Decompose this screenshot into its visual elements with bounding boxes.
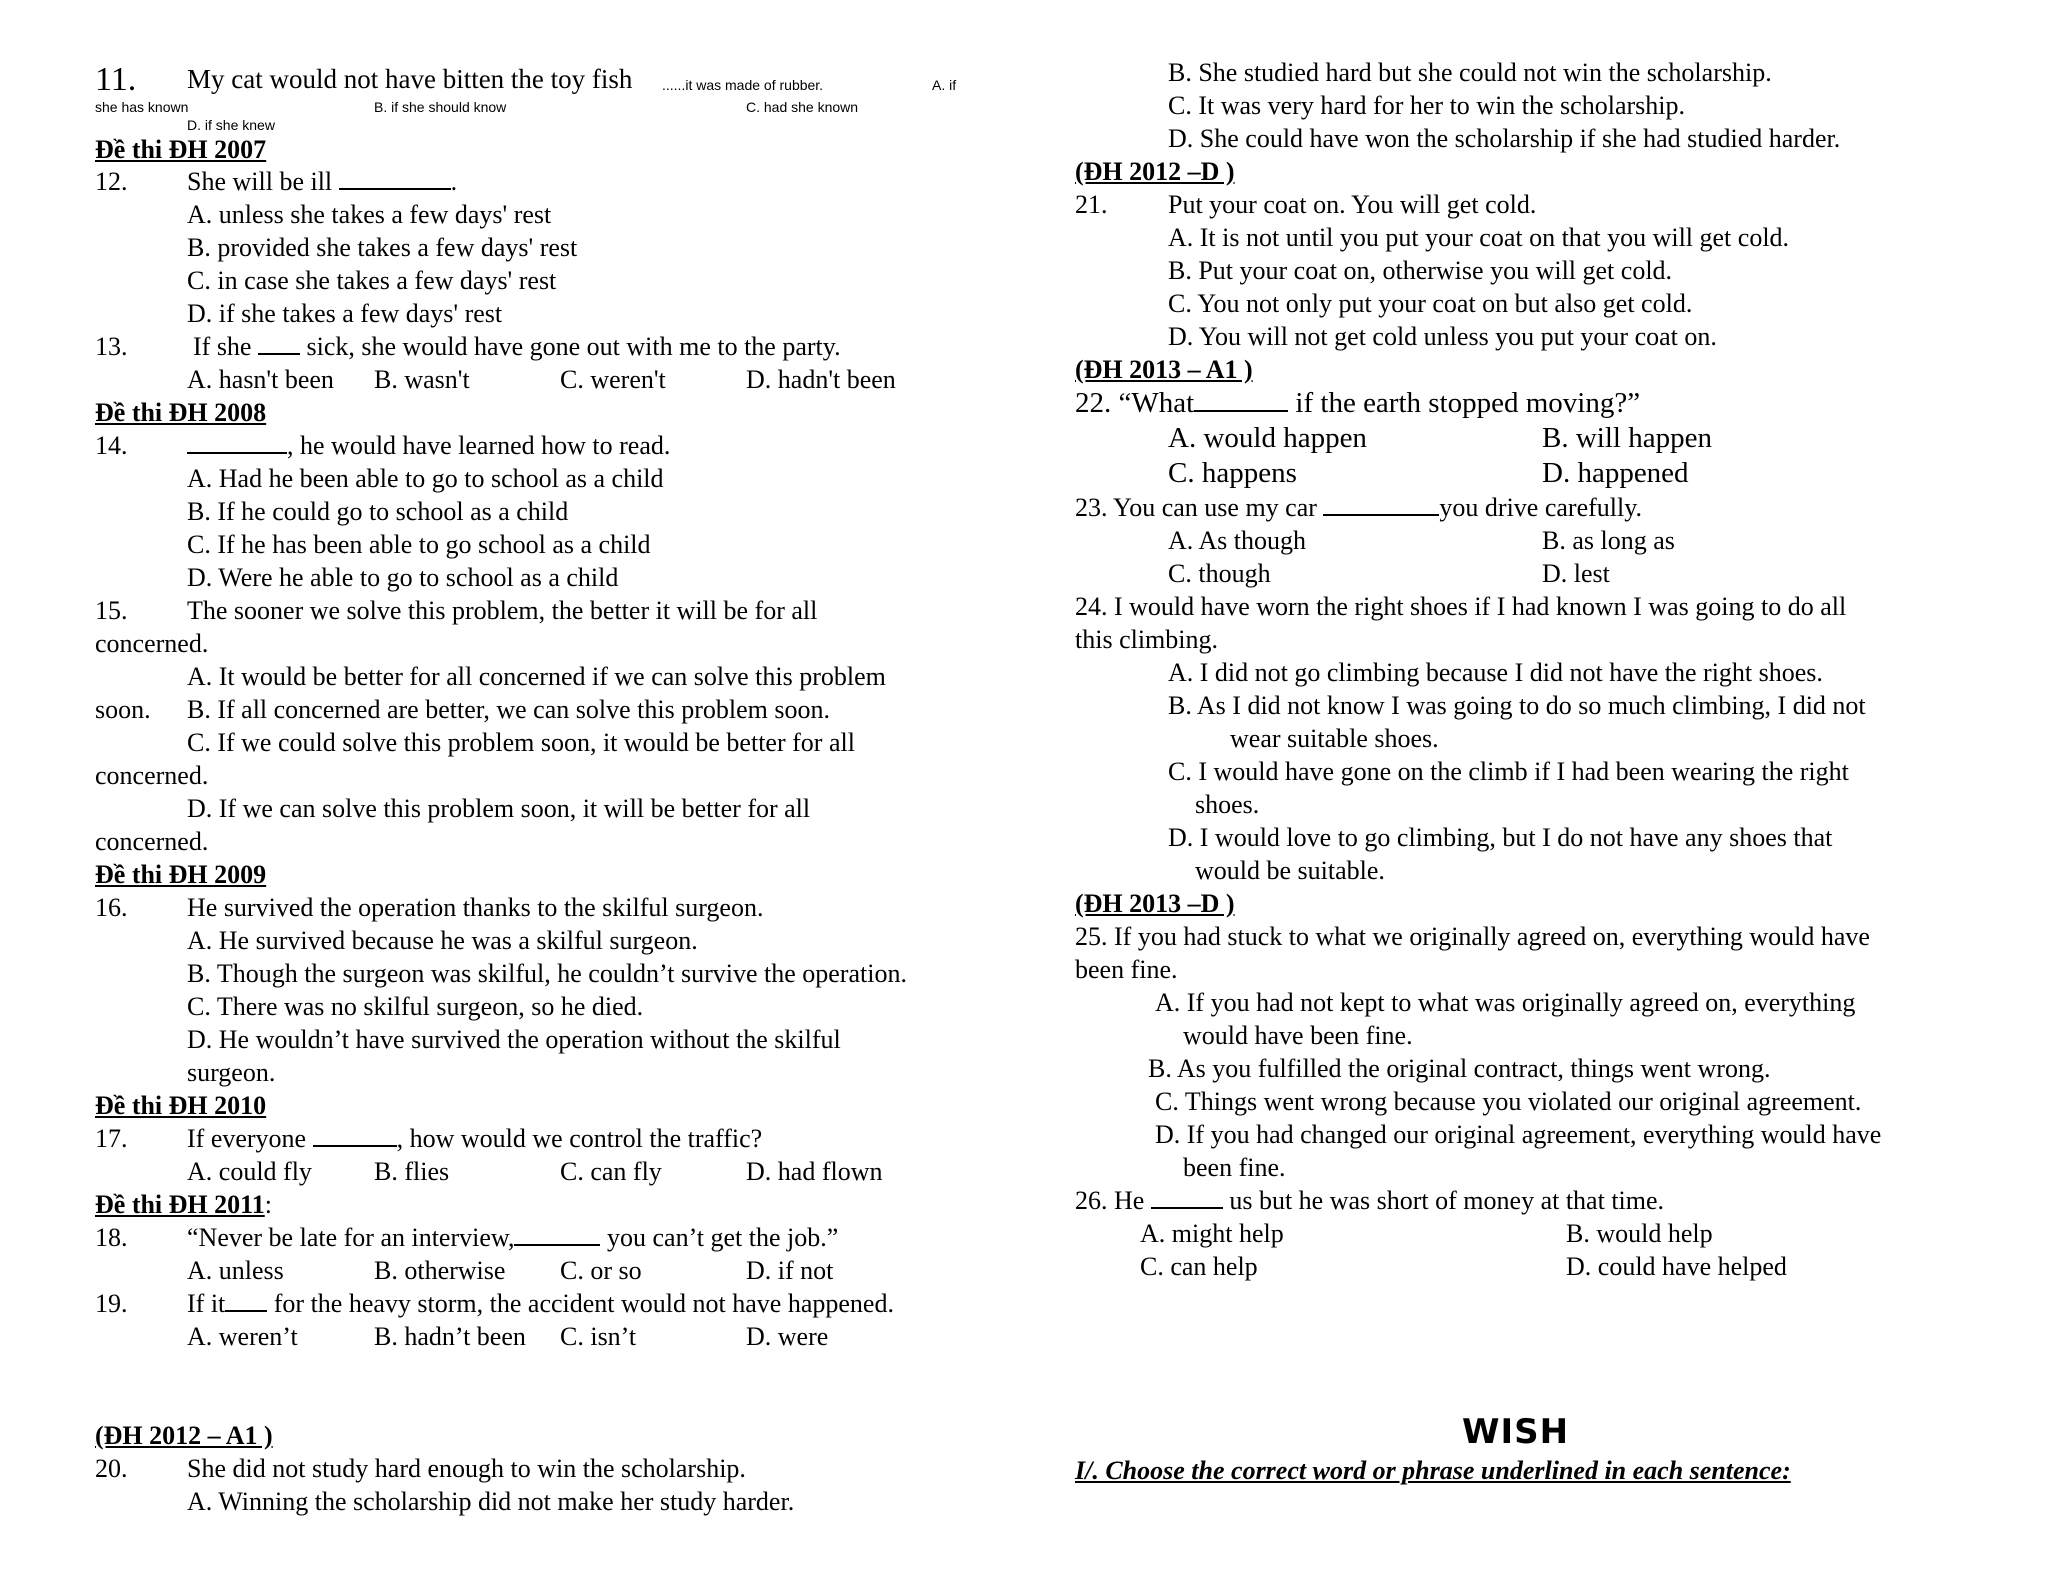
option-d-continued: concerned.: [95, 827, 209, 856]
option-d: D. could have helped: [1566, 1252, 1787, 1281]
answer-blank: [1194, 388, 1288, 412]
option-b: B. She studied hard but she could not win the scholarship.: [1168, 58, 1772, 87]
question-stem-continued: been fine.: [1075, 955, 1178, 984]
question-stem-continued: this climbing.: [1075, 625, 1218, 654]
question-number: 19.: [95, 1289, 128, 1318]
question-stem: The sooner we solve this problem, the better it will be for all: [187, 596, 818, 625]
option-b: B. provided she takes a few days' rest: [187, 233, 578, 262]
option-b: B. As you fulfilled the original contract, things went wrong.: [1148, 1054, 1771, 1083]
question-stem: Put your coat on. You will get cold.: [1168, 190, 1537, 219]
option-c-continued: concerned.: [95, 761, 209, 790]
section-heading-2012-a1: (ĐH 2012 – A1 ): [95, 1421, 273, 1450]
question-number: 17.: [95, 1124, 128, 1153]
question-number: 12.: [95, 167, 128, 196]
question-stem: My cat would not have bitten the toy fish: [187, 64, 633, 94]
question-stem: She will be ill .: [187, 167, 458, 196]
option-b: B. hadn’t been: [374, 1322, 526, 1351]
question-stem: 25. If you had stuck to what we originally agreed on, everything would have: [1075, 922, 1870, 951]
section-heading-2012-d: (ĐH 2012 –D ): [1075, 157, 1235, 186]
option-d: D. He wouldn’t have survived the operation without the skilful: [187, 1025, 841, 1054]
option-b: B. as long as: [1542, 526, 1675, 555]
option-b: B. Put your coat on, otherwise you will get cold.: [1168, 256, 1673, 285]
option-d: D. She could have won the scholarship if she had studied harder.: [1168, 124, 1841, 153]
option-d: D. if she takes a few days' rest: [187, 299, 503, 328]
option-c: C. in case she takes a few days' rest: [187, 266, 557, 295]
option-c: C. can fly: [560, 1157, 662, 1186]
option-a: A. He survived because he was a skilful surgeon.: [187, 926, 698, 955]
option-d: D. Were he able to go to school as a child: [187, 563, 619, 592]
option-c: C. had she known: [746, 99, 859, 115]
option-c: C. Things went wrong because you violated our original agreement.: [1155, 1087, 1862, 1116]
option-a: A. weren’t: [187, 1322, 298, 1351]
question-stem: If it for the heavy storm, the accident would not have happened.: [187, 1289, 894, 1318]
question-number: 16.: [95, 893, 128, 922]
answer-blank: [313, 1123, 397, 1147]
option-c: C. It was very hard for her to win the scholarship.: [1168, 91, 1685, 120]
option-d: D. If we can solve this problem soon, it will be better for all: [187, 794, 811, 823]
question-stem: She did not study hard enough to win the scholarship.: [187, 1454, 746, 1483]
option-d: D. hadn't been: [746, 365, 896, 394]
section-heading-2013-a1: (ĐH 2013 – A1 ): [1075, 355, 1253, 384]
section-heading-2010: Đề thi ĐH 2010: [95, 1091, 267, 1120]
option-b: B. As I did not know I was going to do so much climbing, I did not: [1168, 691, 1866, 720]
option-b: B. Though the surgeon was skilful, he couldn’t survive the operation.: [187, 959, 907, 988]
option-c: C. or so: [560, 1256, 642, 1285]
option-a: A. I did not go climbing because I did not have the right shoes.: [1168, 658, 1823, 687]
option-a: A. could fly: [187, 1157, 312, 1186]
question-number: 18.: [95, 1223, 128, 1252]
question-number: 14.: [95, 431, 128, 460]
option-a: A. If you had not kept to what was originally agreed on, everything: [1155, 988, 1856, 1017]
option-b: B. if she should know: [374, 99, 507, 115]
section-heading-2009: Đề thi ĐH 2009: [95, 860, 267, 889]
option-c: C. I would have gone on the climb if I had been wearing the right: [1168, 757, 1849, 786]
option-d: D. If you had changed our original agreement, everything would have: [1155, 1120, 1882, 1149]
option-a: A. As though: [1168, 526, 1306, 555]
answer-blank: [339, 166, 451, 190]
option-b: B. would help: [1566, 1219, 1713, 1248]
question-number: 20.: [95, 1454, 128, 1483]
question-stem-tail: ......it was made of rubber.: [662, 77, 824, 93]
section-title-wish: WISH: [1462, 1412, 1570, 1452]
option-d: D. if not: [746, 1256, 834, 1285]
option-b: B. otherwise: [374, 1256, 506, 1285]
question-stem-continued: concerned.: [95, 629, 209, 658]
question-stem: “Never be late for an interview, you can’t get the job.”: [187, 1223, 839, 1252]
option-d: D. were: [746, 1322, 829, 1351]
question-number: 15.: [95, 596, 128, 625]
question-stem: 22. “What if the earth stopped moving?”: [1075, 387, 1641, 419]
option-d: D. You will not get cold unless you put your coat on.: [1168, 322, 1717, 351]
option-a: A. Winning the scholarship did not make her study harder.: [187, 1487, 795, 1516]
answer-blank: [258, 331, 300, 355]
answer-blank: [1323, 492, 1439, 516]
question-stem: He survived the operation thanks to the skilful surgeon.: [187, 893, 764, 922]
option-b: B. wasn't: [374, 365, 470, 394]
section-heading-2008: Đề thi ĐH 2008: [95, 398, 267, 427]
option-d-continued: surgeon.: [187, 1058, 276, 1087]
question-number: 11.: [95, 61, 137, 98]
exercise-instruction: I/. Choose the correct word or phrase underlined in each sentence:: [1075, 1456, 1791, 1485]
option-c: C. You not only put your coat on but also get cold.: [1168, 289, 1693, 318]
option-a-continued: soon.: [95, 695, 151, 724]
option-c: C. weren't: [560, 365, 666, 394]
option-c: C. happens: [1168, 457, 1297, 489]
option-b-continued: wear suitable shoes.: [1230, 724, 1439, 753]
option-c: C. can help: [1140, 1252, 1258, 1281]
option-a: A. would happen: [1168, 422, 1367, 454]
answer-blank: [187, 430, 287, 454]
option-c: C. though: [1168, 559, 1271, 588]
option-d: D. had flown: [746, 1157, 883, 1186]
option-d-continued: been fine.: [1183, 1153, 1286, 1182]
option-c: C. If he has been able to go school as a child: [187, 530, 651, 559]
question-stem: 26. He us but he was short of money at that time.: [1075, 1186, 1665, 1215]
answer-blank: [1151, 1185, 1223, 1209]
question-number: 13.: [95, 332, 128, 361]
option-b: B. If all concerned are better, we can solve this problem soon.: [187, 695, 830, 724]
question-number: 21.: [1075, 190, 1108, 219]
option-a: A. It is not until you put your coat on that you will get cold.: [1168, 223, 1790, 252]
option-a: A. if: [932, 77, 957, 93]
option-a-continued: she has known: [95, 99, 189, 115]
option-a: A. unless: [187, 1256, 284, 1285]
option-a: A. hasn't been: [187, 365, 334, 394]
option-a: A. unless she takes a few days' rest: [187, 200, 552, 229]
question-stem: If she sick, she would have gone out with me to the party.: [193, 332, 841, 361]
option-c: C. If we could solve this problem soon, it would be better for all: [187, 728, 855, 757]
section-heading-2007: Đề thi ĐH 2007: [95, 135, 267, 164]
option-a: A. might help: [1140, 1219, 1284, 1248]
option-b: B. If he could go to school as a child: [187, 497, 569, 526]
question-stem: 24. I would have worn the right shoes if I had known I was going to do all: [1075, 592, 1847, 621]
question-stem: 23. You can use my car you drive carefully.: [1075, 493, 1643, 522]
option-a: A. It would be better for all concerned if we can solve this problem: [187, 662, 886, 691]
option-a-continued: would have been fine.: [1183, 1021, 1413, 1050]
option-d-continued: would be suitable.: [1195, 856, 1385, 885]
option-b: B. will happen: [1542, 422, 1712, 454]
option-c: C. isn’t: [560, 1322, 637, 1351]
option-c-continued: shoes.: [1195, 790, 1260, 819]
option-a: A. Had he been able to go to school as a child: [187, 464, 664, 493]
option-d: D. I would love to go climbing, but I do not have any shoes that: [1168, 823, 1833, 852]
question-stem: , he would have learned how to read.: [187, 430, 670, 462]
option-c: C. There was no skilful surgeon, so he died.: [187, 992, 644, 1021]
answer-blank: [225, 1288, 267, 1312]
answer-blank: [514, 1222, 600, 1246]
option-d: D. lest: [1542, 559, 1610, 588]
section-heading-2013-d: (ĐH 2013 –D ): [1075, 889, 1235, 918]
question-stem: If everyone , how would we control the traffic?: [187, 1124, 763, 1153]
option-d: D. happened: [1542, 457, 1689, 489]
option-d: D. if she knew: [187, 117, 275, 133]
option-b: B. flies: [374, 1157, 450, 1186]
section-heading-2011: Đề thi ĐH 2011:: [95, 1190, 272, 1219]
